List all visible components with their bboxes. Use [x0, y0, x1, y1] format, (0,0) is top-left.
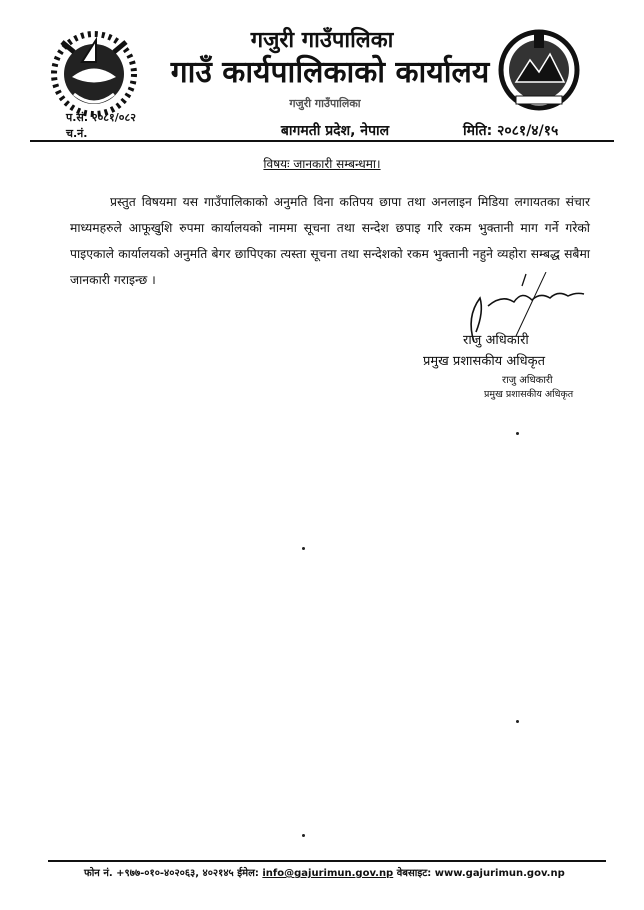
office-name: गाउँ कार्यपालिकाको कार्यालय	[170, 55, 490, 90]
stamp-name: राजु अधिकारी	[502, 375, 553, 386]
scan-mark	[302, 834, 305, 837]
signatory-name: राजु अधिकारी	[463, 333, 529, 348]
dispatch-number: च.नं.	[66, 127, 88, 140]
municipality-name: गजुरी गाउँपालिका	[250, 28, 394, 53]
letter-body: प्रस्तुत विषयमा यस गाउँपालिकाको अनुमति विना कतिपय छापा तथा अनलाइन मिडिया लगायतका संचार माध्यमहरुले आफूखुशि रुपमा कार्यालयको नाममा सूचना तथा सन्देश छपाइ गरि रकम भुक्तानी माग गर्ने गरेको पाइएकाले कार्यालयको अनुमति बेगर छापिएका त्यस्ता सूचना तथा सन्देशको रकम भुक्तानी नहुने व्यहोरा सम्बद्ध सबैमा जानकारी गराइन्छ ।	[70, 195, 590, 287]
subject-text: विषयः जानकारी सम्बन्धमा।	[263, 157, 381, 171]
scan-mark	[302, 547, 305, 550]
footer-phone: फोन नं. +९७७-०१०-४०२०६३, ४०२१४५	[84, 868, 234, 879]
footer-divider	[48, 860, 606, 862]
reference-number: प.सं. २०८१/०८२	[66, 111, 136, 124]
stamp-title: प्रमुख प्रशासकीय अधिकृत	[484, 389, 574, 400]
footer-email-link[interactable]: info@gajurimun.gov.np	[262, 868, 394, 879]
scan-mark	[516, 720, 519, 723]
footer-website-link[interactable]: www.gajurimun.gov.np	[434, 868, 565, 879]
signatory-title: प्रमुख प्रशासकीय अधिकृत	[423, 354, 546, 369]
office-address: बागमती प्रदेश, नेपाल	[280, 123, 390, 139]
footer-email-label: ईमेल:	[237, 868, 259, 879]
letter-date: मिति: २०८१/४/१५	[463, 123, 559, 139]
header-divider	[30, 140, 614, 142]
footer-website-label: वेबसाइट:	[396, 868, 432, 879]
seal-text: गजुरी गाउँपालिका	[289, 97, 361, 110]
subject-line	[0, 155, 644, 172]
scan-mark	[516, 432, 519, 435]
footer-contact	[84, 865, 565, 879]
